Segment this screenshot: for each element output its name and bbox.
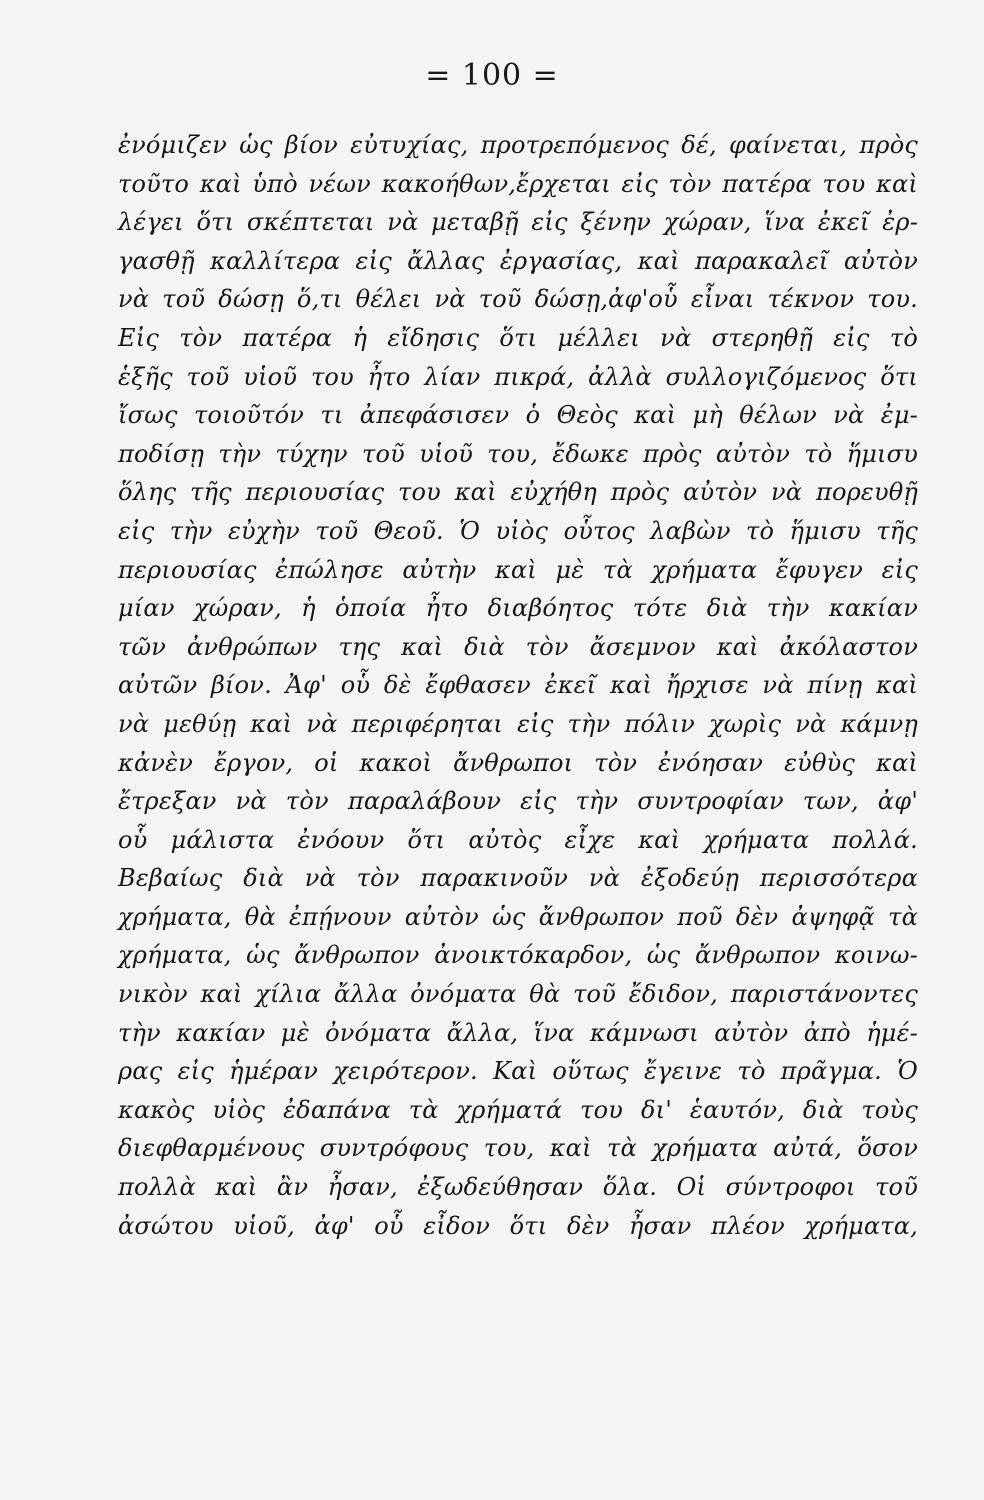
- text-line: κακὸς υἱὸς ἐδαπάνα τὰ χρήματά του δι' ἑαυτόν, διὰ τοὺς: [118, 1095, 918, 1124]
- text-line: λέγει ὅτι σκέπτεται νὰ μεταβῇ εἰς ξένην χώραν, ἵνα ἐκεῖ ἐρ-: [118, 208, 918, 237]
- text-line: εἰς τὴν εὐχὴν τοῦ Θεοῦ. Ὁ υἱὸς οὗτος λαβὼν τὸ ἥμισυ τῆς: [118, 516, 918, 545]
- text-line: ἀσώτου υἱοῦ, ἀφ' οὗ εἶδον ὅτι δὲν ἦσαν πλέον χρήματα,: [118, 1211, 918, 1240]
- text-line: Εἰς τὸν πατέρα ἡ εἴδησις ὅτι μέλλει νὰ στερηθῇ εἰς τὸ: [118, 323, 918, 352]
- text-line: τὴν κακίαν μὲ ὀνόματα ἄλλα, ἵνα κάμνωσι αὐτὸν ἀπὸ ἡμέ-: [118, 1018, 918, 1047]
- text-line: Βεβαίως διὰ νὰ τὸν παρακινοῦν νὰ ἐξοδεύῃ περισσότερα: [118, 864, 918, 893]
- text-line: οὗ μάλιστα ἐνόουν ὅτι αὐτὸς εἶχε καὶ χρήματα πολλά.: [118, 825, 918, 854]
- text-line: νὰ μεθύῃ καὶ νὰ περιφέρηται εἰς τὴν πόλιν χωρὶς νὰ κάμνῃ: [118, 709, 918, 738]
- text-line: νικὸν καὶ χίλια ἄλλα ὀνόματα θὰ τοῦ ἔδιδον, παριστάνοντες: [118, 980, 918, 1009]
- text-line: ἴσως τοιοῦτόν τι ἀπεφάσισεν ὁ Θεὸς καὶ μὴ θέλων νὰ ἐμ-: [118, 401, 918, 430]
- text-line: χρήματα, θὰ ἐπῄνουν αὐτὸν ὡς ἄνθρωπον ποῦ δὲν ἀψηφᾷ τὰ: [118, 902, 918, 931]
- text-line: ὅλης τῆς περιουσίας του καὶ εὐχήθη πρὸς αὐτὸν νὰ πορευθῇ: [118, 478, 918, 507]
- text-line: ἐνόμιζεν ὡς βίον εὐτυχίας, προτρεπόμενος δέ, φαίνεται, πρὸς: [118, 131, 918, 159]
- text-line: περιουσίας ἐπώλησε αὐτὴν καὶ μὲ τὰ χρήματα ἔφυγεν εἰς: [118, 555, 918, 584]
- text-line: ποδίσῃ τὴν τύχην τοῦ υἱοῦ του, ἔδωκε πρὸς αὐτὸν τὸ ἥμισυ: [118, 439, 918, 468]
- text-line: αὐτῶν βίον. Ἀφ' οὗ δὲ ἔφθασεν ἐκεῖ καὶ ἤρχισε νὰ πίνῃ καὶ: [118, 671, 918, 700]
- text-line: χρήματα, ὡς ἄνθρωπον ἀνοικτόκαρδον, ὡς ἄνθρωπον κοινω-: [118, 941, 918, 970]
- text-line: διεφθαρμένους συντρόφους του, καὶ τὰ χρήματα αὐτά, ὅσον: [118, 1134, 918, 1163]
- text-line: τῶν ἀνθρώπων της καὶ διὰ τὸν ἄσεμνον καὶ ἀκόλαστον: [118, 632, 918, 661]
- body-text: [118, 126, 918, 1245]
- text-line: πολλὰ καὶ ἂν ἦσαν, ἐξωδεύθησαν ὅλα. Οἱ σύντροφοι τοῦ: [118, 1173, 918, 1202]
- text-line: τοῦτο καὶ ὑπὸ νέων κακοήθων,ἔρχεται εἰς τὸν πατέρα του καὶ: [118, 169, 918, 198]
- text-line: γασθῇ καλλίτερα εἰς ἄλλας ἐργασίας, καὶ παρακαλεῖ αὐτὸν: [118, 246, 918, 275]
- text-line: μίαν χώραν, ἡ ὁποία ἦτο διαβόητος τότε διὰ τὴν κακίαν: [118, 594, 918, 623]
- text-line: ἑξῆς τοῦ υἱοῦ του ἦτο λίαν πικρά, ἀλλὰ συλλογιζόμενος ὅτι: [118, 362, 918, 391]
- text-line: ρας εἰς ἡμέραν χειρότερον. Καὶ οὕτως ἔγεινε τὸ πρᾶγμα. Ὁ: [118, 1057, 918, 1086]
- text-line: ἔτρεξαν νὰ τὸν παραλάβουν εἰς τὴν συντροφίαν των, ἀφ': [118, 787, 918, 816]
- text-line: νὰ τοῦ δώσῃ ὅ,τι θέλει νὰ τοῦ δώσῃ,ἀφ'οὗ εἶναι τέκνον του.: [118, 285, 918, 314]
- page-number-header: = 100 =: [425, 58, 559, 93]
- text-line: κἀνὲν ἔργον, οἱ κακοὶ ἄνθρωποι τὸν ἐνόησαν εὐθὺς καὶ: [118, 748, 918, 777]
